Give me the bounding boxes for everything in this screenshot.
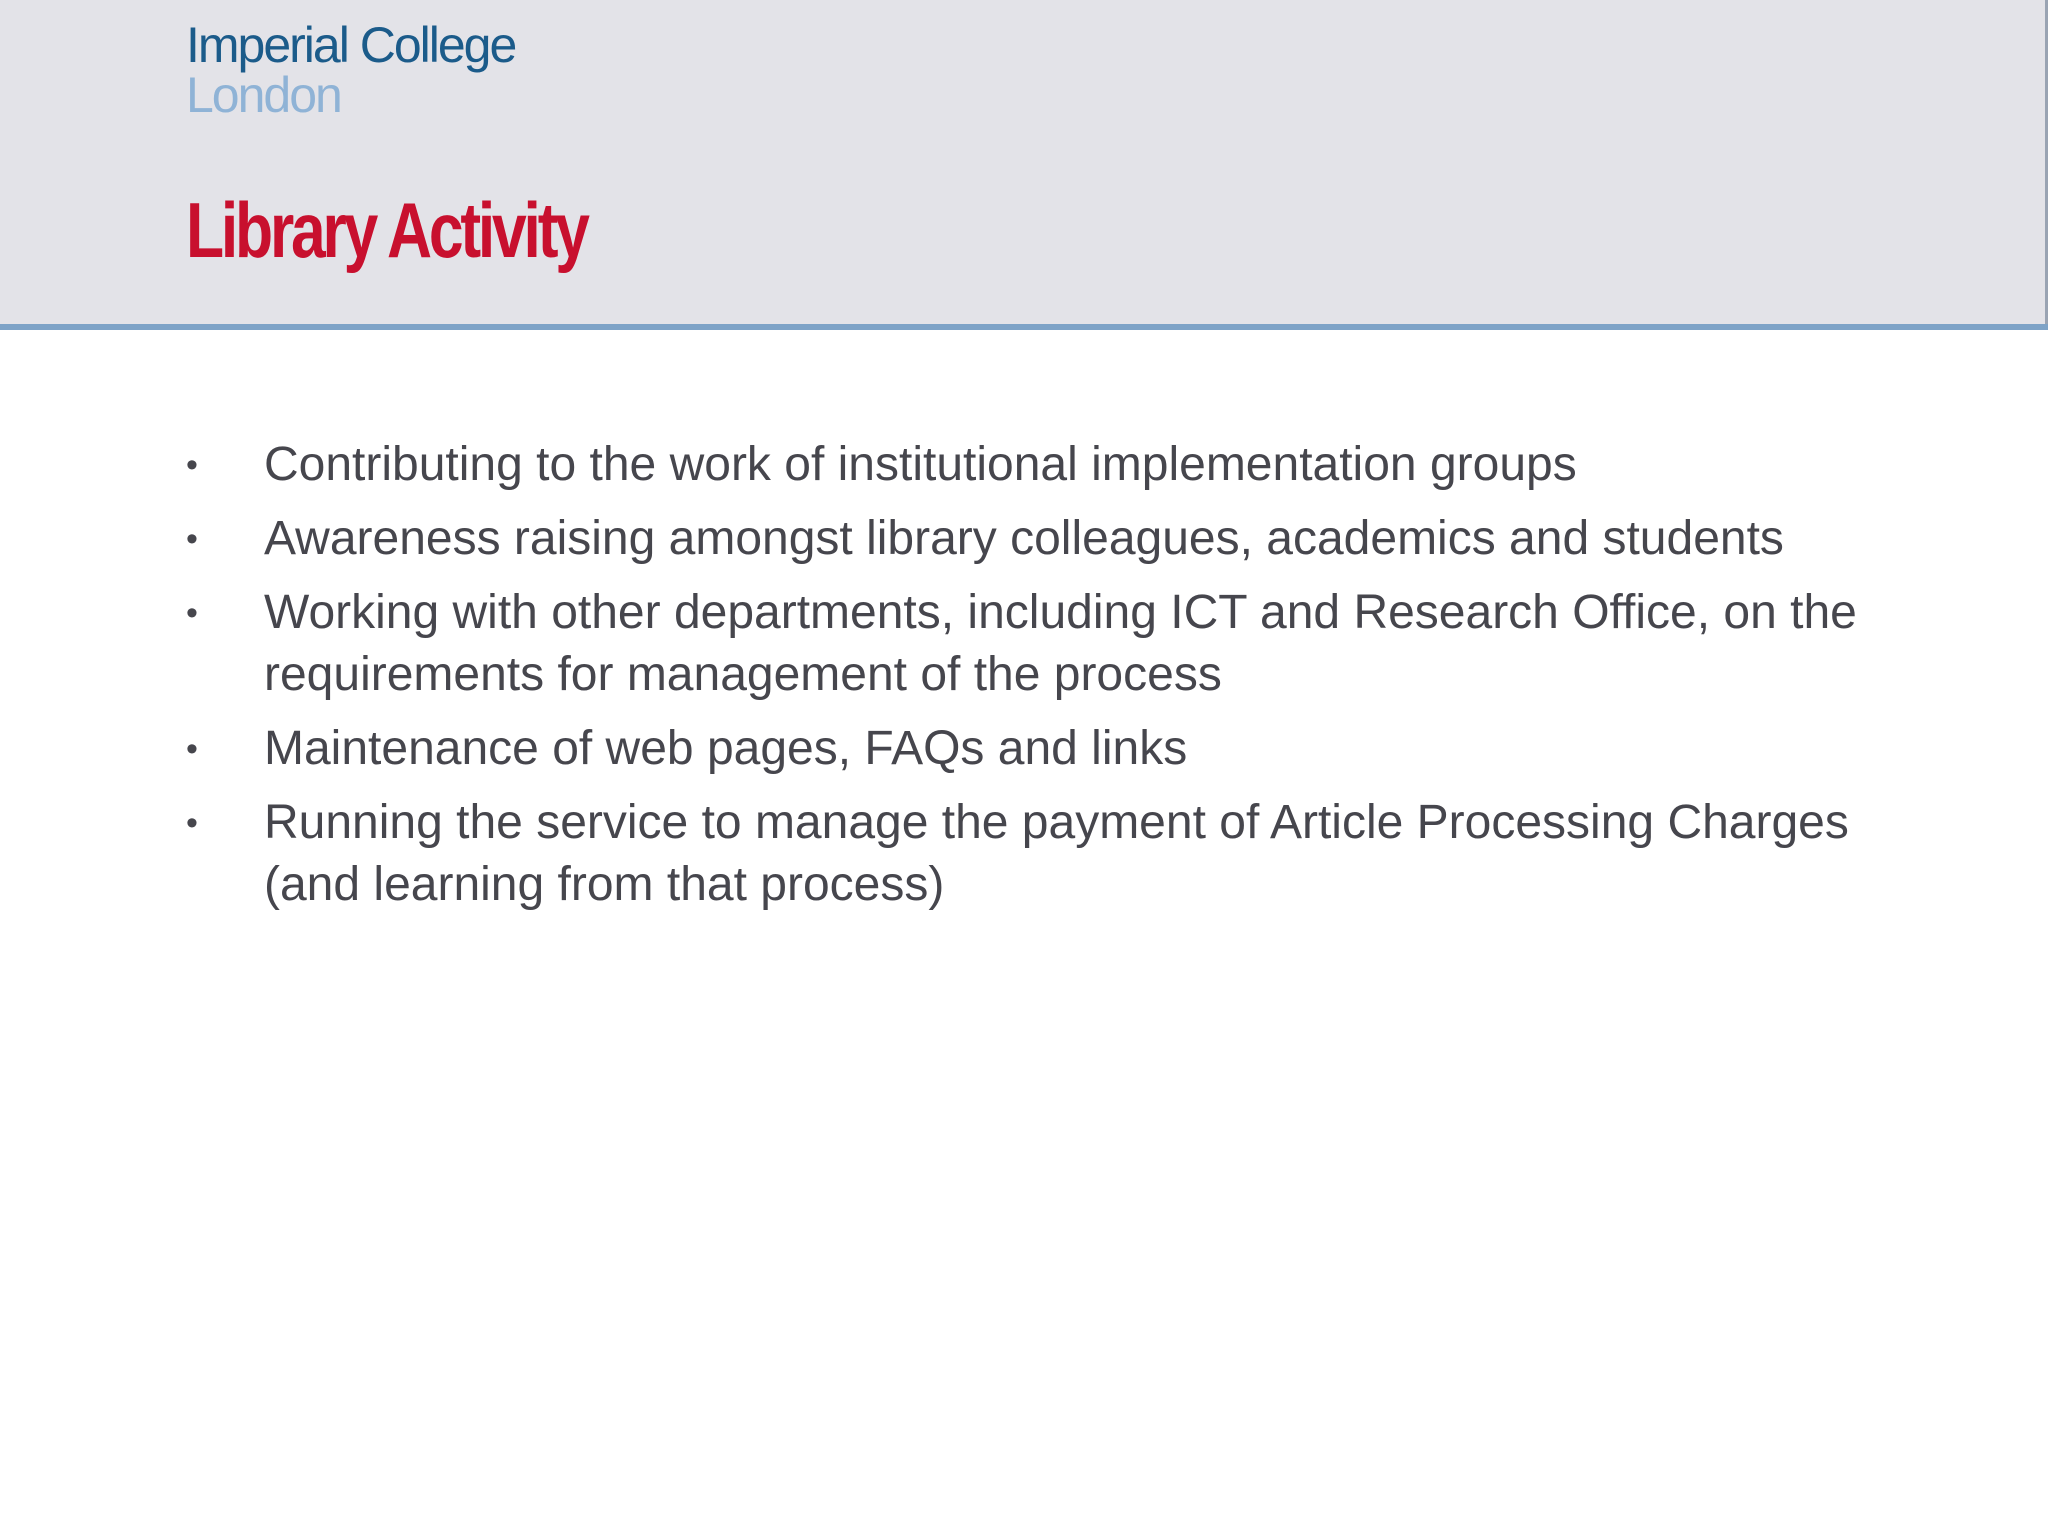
- bullet-item: [186, 718, 1886, 780]
- logo-line1: Imperial College: [186, 17, 516, 73]
- slide-content: [186, 434, 1886, 928]
- bullet-icon: •: [186, 446, 198, 484]
- bullet-item: [186, 792, 1886, 916]
- bullet-item: [186, 508, 1886, 570]
- bullet-list: [186, 434, 1886, 916]
- slide-title: Library Activity: [186, 186, 587, 274]
- imperial-college-logo: [186, 17, 516, 123]
- bullet-icon: •: [186, 730, 198, 768]
- logo-line2: London: [186, 67, 341, 123]
- bullet-icon: •: [186, 804, 198, 842]
- bullet-text: Running the service to manage the payment of Article Processing Charges (and learning from that process): [264, 796, 1849, 911]
- bullet-icon: •: [186, 520, 198, 558]
- bullet-item: [186, 434, 1886, 496]
- bullet-text: Working with other departments, including ICT and Research Office, on the requirements for management of the process: [264, 586, 1857, 701]
- bullet-item: [186, 582, 1886, 706]
- bullet-text: Maintenance of web pages, FAQs and links: [264, 722, 1188, 775]
- bullet-icon: •: [186, 594, 198, 632]
- bullet-text: Contributing to the work of institutional implementation groups: [264, 438, 1577, 491]
- bullet-text: Awareness raising amongst library colleagues, academics and students: [264, 512, 1784, 565]
- slide-header: [0, 0, 2048, 330]
